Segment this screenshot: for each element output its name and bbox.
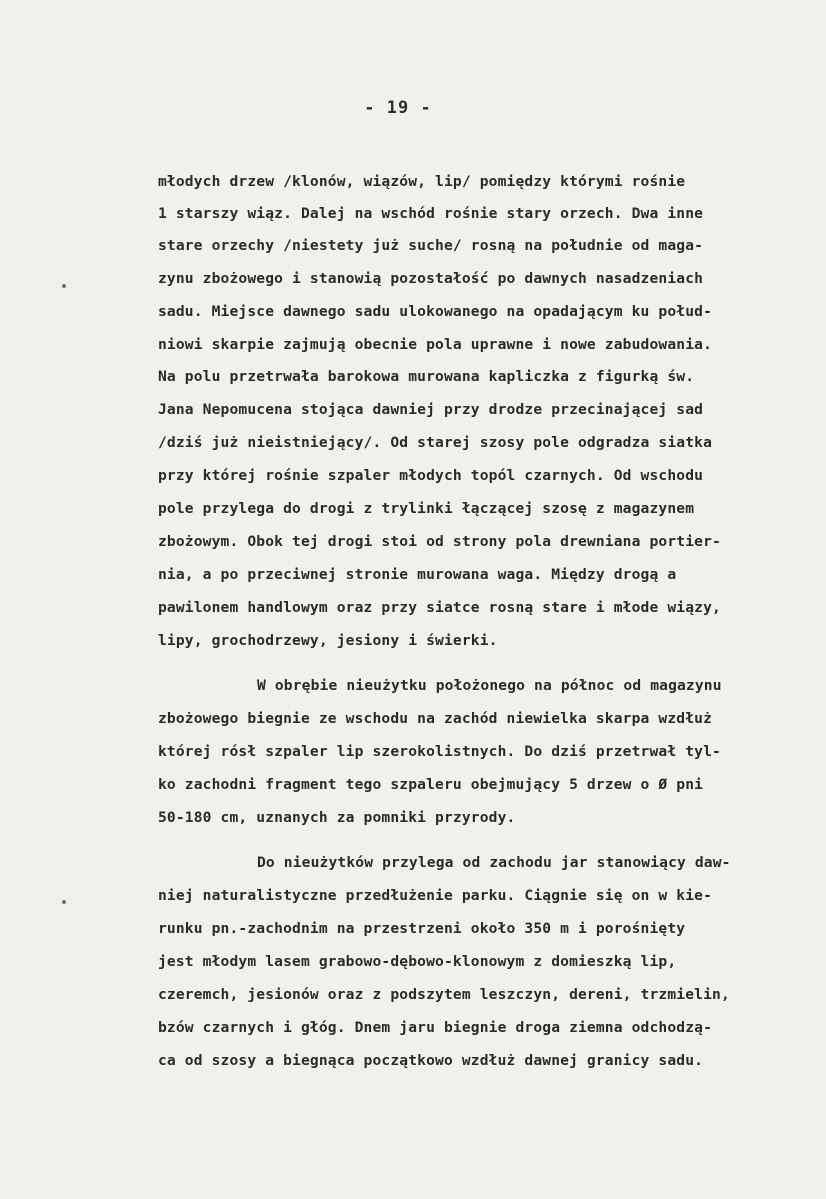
text-line: Na polu przetrwała barokowa murowana kapliczka z figurką św. — [158, 368, 695, 385]
punch-hole-mark — [62, 284, 66, 288]
text-line: ca od szosy a biegnąca początkowo wzdłuż dawnej granicy sadu. — [158, 1052, 704, 1069]
page-number: - 19 - — [364, 98, 432, 118]
text-line: 1 starszy wiąz. Dalej na wschód rośnie stary orzech. Dwa inne — [158, 205, 704, 222]
text-line: niej naturalistyczne przedłużenie parku. Ciągnie się on w kie- — [158, 887, 713, 904]
text-line: czeremch, jesionów oraz z podszytem leszczyn, dereni, trzmielin, — [158, 986, 730, 1003]
text-line: bzów czarnych i głóg. Dnem jaru biegnie droga ziemna odchodzą- — [158, 1019, 713, 1036]
paragraph-first-line: W obrębie nieużytku położonego na północ od magazynu — [257, 677, 722, 694]
text-line: młodych drzew /klonów, wiązów, lip/ pomiędzy którymi rośnie — [158, 173, 686, 190]
text-line: jest młodym lasem grabowo-dębowo-klonowym z domieszką lip, — [158, 953, 677, 970]
text-line: /dziś już nieistniejący/. Od starej szosy pole odgradza siatka — [158, 434, 713, 451]
text-line: lipy, grochodrzewy, jesiony i świerki. — [158, 632, 498, 649]
punch-hole-mark — [62, 900, 66, 904]
text-line: której rósł szpaler lip szerokolistnych. Do dziś przetrwał tyl- — [158, 743, 721, 760]
text-line: zynu zbożowego i stanowią pozostałość po dawnych nasadzeniach — [158, 270, 704, 287]
text-line: zbożowego biegnie ze wschodu na zachód niewielka skarpa wzdłuż — [158, 710, 713, 727]
text-line: zbożowym. Obok tej drogi stoi od strony pola drewniana portier- — [158, 533, 721, 550]
text-line: przy której rośnie szpaler młodych topól czarnych. Od wschodu — [158, 467, 704, 484]
text-line: nia, a po przeciwnej stronie murowana waga. Między drogą a — [158, 566, 677, 583]
paragraph-first-line: Do nieużytków przylega od zachodu jar stanowiący daw- — [257, 854, 731, 871]
text-line: 50-180 cm, uznanych za pomniki przyrody. — [158, 809, 516, 826]
text-line: Jana Nepomucena stojąca dawniej przy drodze przecinającej sad — [158, 401, 704, 418]
text-line: stare orzechy /niestety już suche/ rosną na południe od maga- — [158, 237, 704, 254]
text-line: niowi skarpie zajmują obecnie pola uprawne i nowe zabudowania. — [158, 336, 713, 353]
text-line: ko zachodni fragment tego szpaleru obejmujący 5 drzew o Ø pni — [158, 776, 704, 793]
text-line: pawilonem handlowym oraz przy siatce rosną stare i młode wiązy, — [158, 599, 721, 616]
text-line: sadu. Miejsce dawnego sadu ulokowanego na opadającym ku połud- — [158, 303, 713, 320]
text-line: pole przylega do drogi z trylinki łączącej szosę z magazynem — [158, 500, 695, 517]
text-line: runku pn.-zachodnim na przestrzeni około 350 m i porośnięty — [158, 920, 686, 937]
